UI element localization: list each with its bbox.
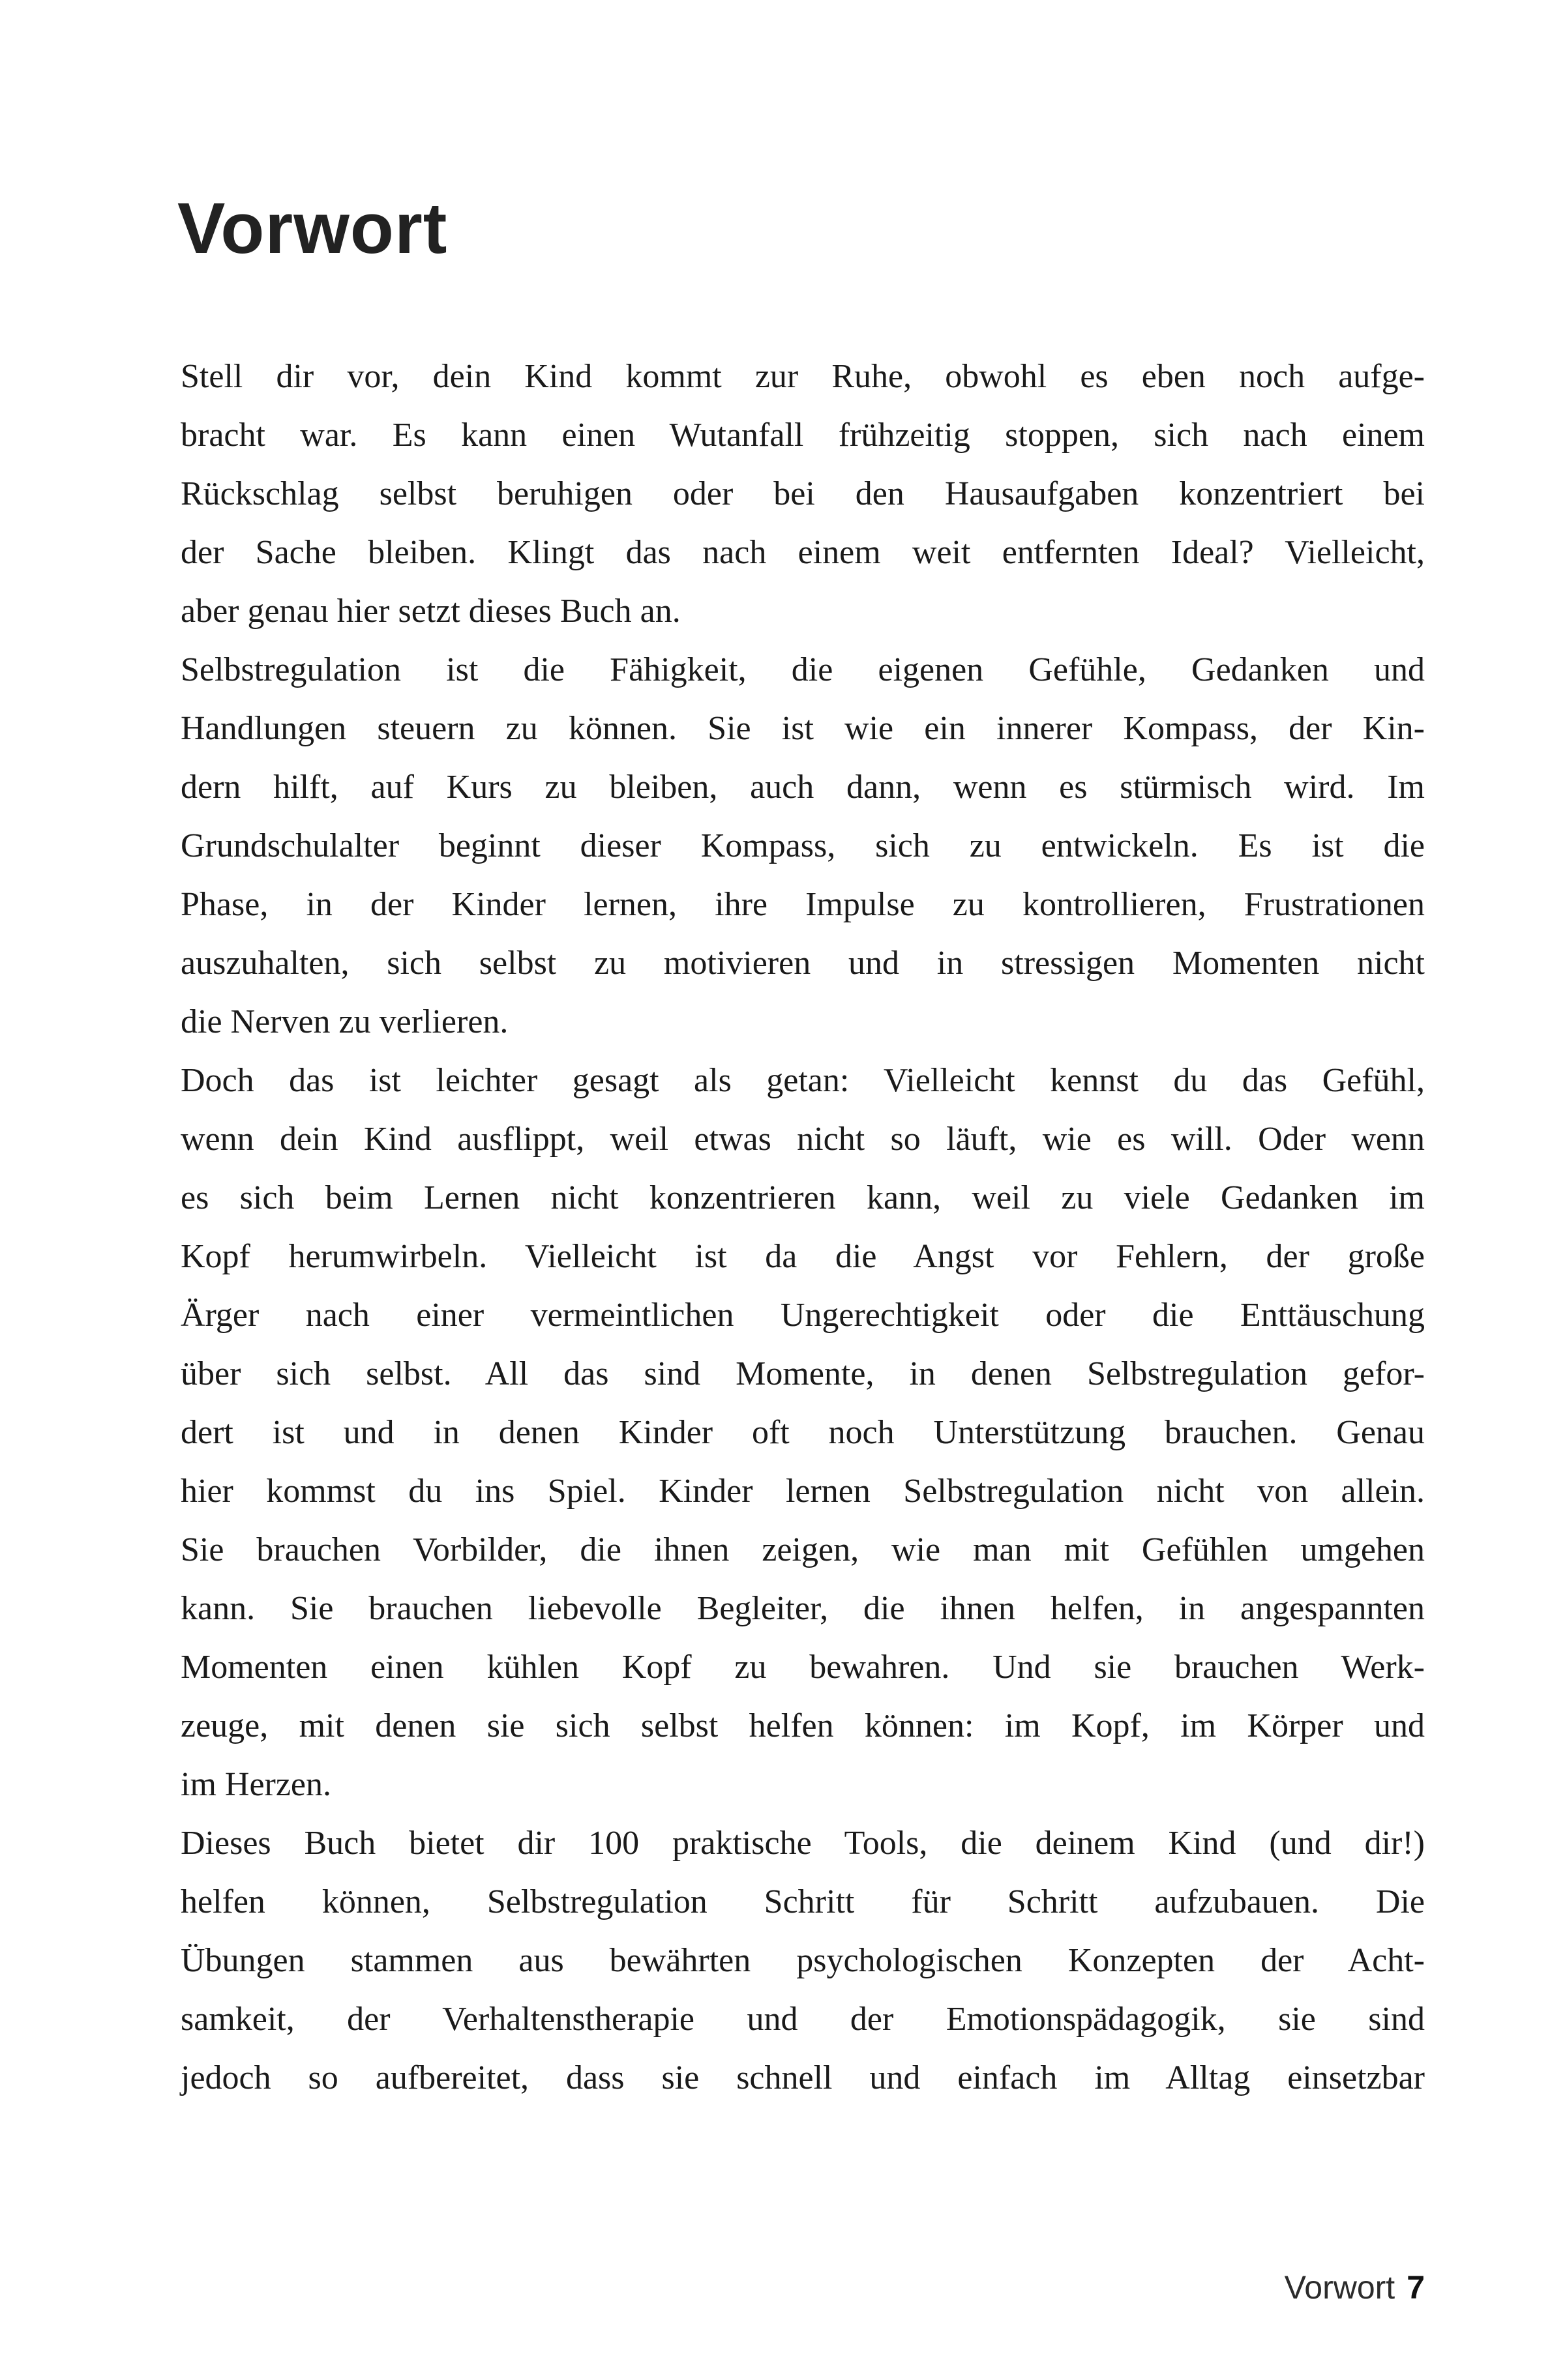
paragraph — [181, 1814, 1425, 2108]
text-line: auszuhalten, sich selbst zu motivieren und in stressigen Momenten nicht — [181, 945, 1425, 982]
text-line: Momenten einen kühlen Kopf zu bewahren. Und sie brauchen Werk- — [181, 1649, 1425, 1686]
text-line: die Nerven zu verlieren. — [181, 1003, 509, 1040]
text-line: helfen können, Selbstregulation Schritt für Schritt aufzubauen. Die — [181, 1883, 1425, 1920]
text-line: Dieses Buch bietet dir 100 praktische Tools, die deinem Kind (und dir!) — [181, 1825, 1425, 1862]
text-line: Rückschlag selbst beruhigen oder bei den Hausaufgaben konzentriert bei — [181, 475, 1425, 512]
footer-section-label: Vorwort — [1284, 2269, 1395, 2306]
text-line: Kopf herumwirbeln. Vielleicht ist da die Angst vor Fehlern, der große — [181, 1238, 1425, 1275]
text-line: Selbstregulation ist die Fähigkeit, die eigenen Gefühle, Gedanken und — [181, 651, 1425, 688]
text-line: Doch das ist leichter gesagt als getan: Vielleicht kennst du das Gefühl, — [181, 1062, 1425, 1099]
text-line: kann. Sie brauchen liebevolle Begleiter, die ihnen helfen, in angespannten — [181, 1590, 1425, 1627]
text-line: jedoch so aufbereitet, dass sie schnell und einfach im Alltag einsetzbar — [181, 2059, 1425, 2096]
text-line: bracht war. Es kann einen Wutanfall frühzeitig stoppen, sich nach einem — [181, 417, 1425, 454]
footer-page-number: 7 — [1407, 2269, 1425, 2306]
text-line: der Sache bleiben. Klingt das nach einem weit entfernten Ideal? Vielleicht, — [181, 534, 1425, 571]
body-text — [181, 347, 1425, 2108]
text-line: Handlungen steuern zu können. Sie ist wie ein innerer Kompass, der Kin- — [181, 710, 1425, 747]
text-line: Sie brauchen Vorbilder, die ihnen zeigen, wie man mit Gefühlen umgehen — [181, 1531, 1425, 1568]
text-line: hier kommst du ins Spiel. Kinder lernen Selbstregulation nicht von allein. — [181, 1473, 1425, 1510]
text-line: wenn dein Kind ausflippt, weil etwas nicht so läuft, wie es will. Oder wenn — [181, 1121, 1425, 1158]
text-line: Stell dir vor, dein Kind kommt zur Ruhe, obwohl es eben noch aufge- — [181, 358, 1425, 395]
text-line: samkeit, der Verhaltenstherapie und der Emotionspädagogik, sie sind — [181, 2001, 1425, 2038]
text-line: Phase, in der Kinder lernen, ihre Impulse zu kontrollieren, Frustrationen — [181, 886, 1425, 923]
text-line: dert ist und in denen Kinder oft noch Unterstützung brauchen. Genau — [181, 1414, 1425, 1451]
page-title: Vorwort — [177, 188, 448, 269]
text-line: Grundschulalter beginnt dieser Kompass, sich zu entwickeln. Es ist die — [181, 827, 1425, 864]
page-footer — [1285, 2269, 1425, 2306]
text-line: über sich selbst. All das sind Momente, in denen Selbstregulation gefor- — [181, 1355, 1425, 1392]
text-line: Ärger nach einer vermeintlichen Ungerechtigkeit oder die Enttäuschung — [181, 1297, 1425, 1334]
paragraph — [181, 1051, 1425, 1814]
text-line: Übungen stammen aus bewährten psychologischen Konzepten der Acht- — [181, 1942, 1425, 1979]
paragraph — [181, 641, 1425, 1051]
paragraph — [181, 347, 1425, 641]
text-line: dern hilft, auf Kurs zu bleiben, auch dann, wenn es stürmisch wird. Im — [181, 769, 1425, 806]
text-line: es sich beim Lernen nicht konzentrieren kann, weil zu viele Gedanken im — [181, 1179, 1425, 1216]
text-line: aber genau hier setzt dieses Buch an. — [181, 593, 681, 630]
text-line: zeuge, mit denen sie sich selbst helfen können: im Kopf, im Körper und — [181, 1707, 1425, 1744]
text-line: im Herzen. — [181, 1766, 332, 1803]
